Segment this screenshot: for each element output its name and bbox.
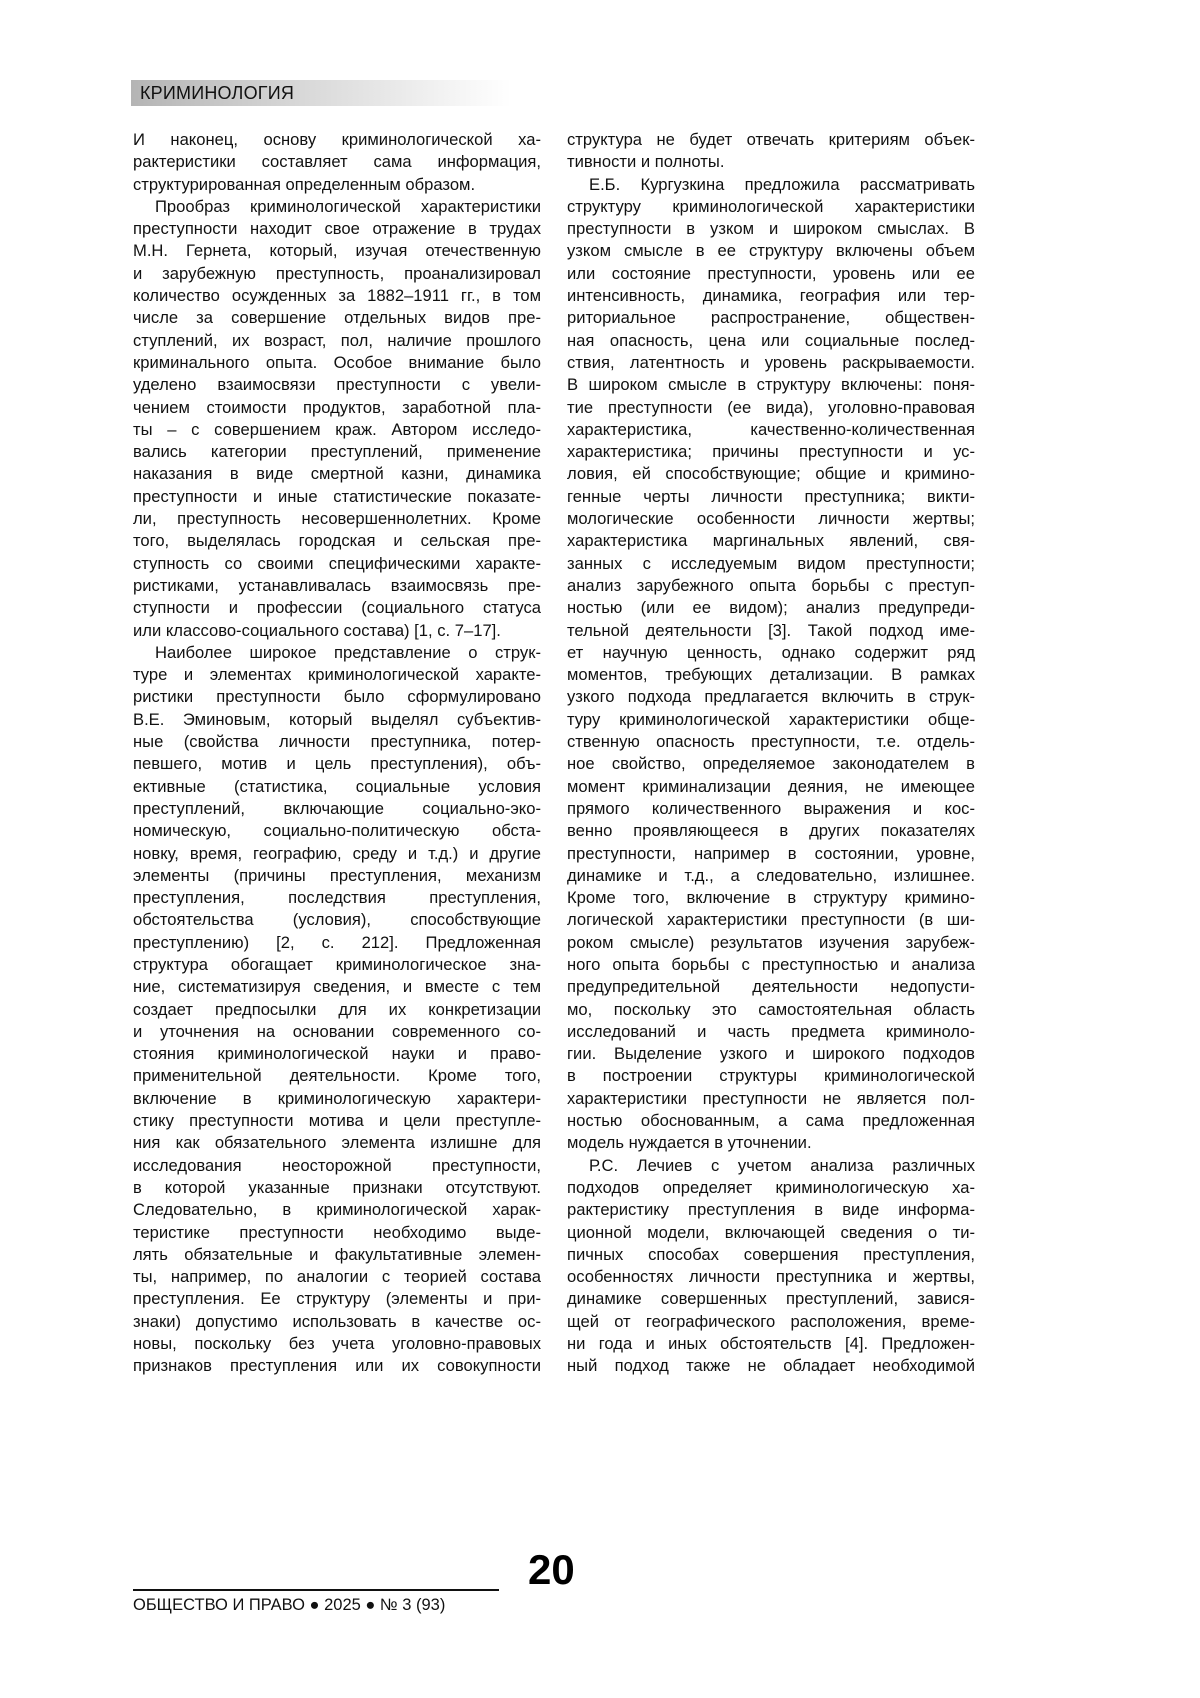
text-line: вались категории преступлений, применение (133, 441, 541, 463)
text-line: ные (свойства личности преступника, потер- (133, 731, 541, 753)
text-line: чением стоимости продуктов, заработной пла- (133, 397, 541, 419)
text-line: туре и элементах криминологической характе- (133, 664, 541, 686)
section-header-bar (131, 80, 511, 106)
text-line: теристике преступности необходимо выде- (133, 1222, 541, 1244)
text-line: преступления, последствия преступления, (133, 887, 541, 909)
text-line: номическую, социально-политическую обста- (133, 820, 541, 842)
text-line: обстоятельства (условия), способствующие (133, 909, 541, 931)
text-line: преступления. Ее структуру (элементы и при- (133, 1288, 541, 1310)
text-line: ния как обязательного элемента излишне для (133, 1132, 541, 1154)
text-line: мо, поскольку это самостоятельная область (567, 999, 975, 1021)
text-line: структура не будет отвечать критериям объек- (567, 129, 975, 151)
text-line: наказания в виде смертной казни, динамика (133, 463, 541, 485)
section-title: КРИМИНОЛОГИЯ (140, 83, 294, 104)
text-line: занных с исследуемым видом преступности; (567, 553, 975, 575)
text-line: характеристика; причины преступности и ус- (567, 441, 975, 463)
text-line: генные черты личности преступника; викти- (567, 486, 975, 508)
text-line: признаков преступления или их совокупности (133, 1355, 541, 1377)
paragraph (133, 196, 541, 642)
text-column-right (567, 129, 975, 1378)
text-line: числе за совершение отдельных видов пре- (133, 307, 541, 329)
text-line: в которой указанные признаки отсутствуют. (133, 1177, 541, 1199)
text-line: тивности и полноты. (567, 151, 975, 173)
text-line: предупредительной деятельности недопусти- (567, 976, 975, 998)
text-line: М.Н. Гернета, который, изучая отечественную (133, 240, 541, 262)
paragraph (567, 174, 975, 1155)
text-line: ние, систематизируя сведения, и вместе с тем (133, 976, 541, 998)
text-line: создает предпосылки для их конкретизации (133, 999, 541, 1021)
text-line: Наиболее широкое представление о струк- (133, 642, 541, 664)
text-line: лять обязательные и факультативные элемен- (133, 1244, 541, 1266)
text-line: ристики преступности было сформулировано (133, 686, 541, 708)
text-line: ная опасность, цена или социальные послед- (567, 330, 975, 352)
text-line: ет научную ценность, однако содержит ряд (567, 642, 975, 664)
text-line: роком смысле) результатов изучения зарубеж- (567, 932, 975, 954)
text-line: ностью обоснованным, а сама предложенная (567, 1110, 975, 1132)
text-line: щей от географического расположения, време- (567, 1311, 975, 1333)
text-line: туру криминологической характеристики обще- (567, 709, 975, 731)
paragraph (133, 642, 541, 1378)
text-line: или классово-социального состава) [1, с. 7–17]. (133, 620, 541, 642)
text-line: криминального опыта. Особое внимание было (133, 352, 541, 374)
text-line: стояния криминологической науки и право- (133, 1043, 541, 1065)
text-line: ствия, латентность и уровень раскрываемости. (567, 352, 975, 374)
text-line: структурированная определенным образом. (133, 174, 541, 196)
text-line: модель нуждается в уточнении. (567, 1132, 975, 1154)
page-number: 20 (528, 1546, 575, 1594)
text-line: певшего, мотив и цель преступления), объ- (133, 753, 541, 775)
paragraph (133, 129, 541, 196)
text-line: ступлений, их возраст, пол, наличие прошлого (133, 330, 541, 352)
text-line: узкого подхода предлагается включить в струк- (567, 686, 975, 708)
text-line: и зарубежную преступность, проанализировал (133, 263, 541, 285)
text-line: ловия, ей способствующие; общие и кримино- (567, 463, 975, 485)
text-line: новку, время, географию, среду и т.д.) и другие (133, 843, 541, 865)
text-line: В.Е. Эминовым, который выделял субъектив- (133, 709, 541, 731)
text-line: преступности и иные статистические показате- (133, 486, 541, 508)
text-line: особенностях личности преступника и жертвы, (567, 1266, 975, 1288)
text-line: количество осужденных за 1882–1911 гг., в том (133, 285, 541, 307)
text-line: знаки) допустимо использовать в качестве ос- (133, 1311, 541, 1333)
text-line: преступлению) [2, с. 212]. Предложенная (133, 932, 541, 954)
text-line: узком смысле в ее структуру включены объем (567, 240, 975, 262)
text-line: интенсивность, динамика, география или тер- (567, 285, 975, 307)
text-line: исследования неосторожной преступности, (133, 1155, 541, 1177)
text-line: структуру криминологической характеристики (567, 196, 975, 218)
text-line: Р.С. Лечиев с учетом анализа различных (567, 1155, 975, 1177)
text-line: динамике и т.д., а следовательно, излишнее. (567, 865, 975, 887)
text-line: венно проявляющееся в других показателях (567, 820, 975, 842)
text-line: ственную опасность преступности, т.е. отдель- (567, 731, 975, 753)
text-line: И наконец, основу криминологической ха- (133, 129, 541, 151)
text-line: ностью (или ее видом); анализ предупреди- (567, 597, 975, 619)
text-line: ективные (статистика, социальные условия (133, 776, 541, 798)
text-line: ное свойство, определяемое законодателем в (567, 753, 975, 775)
text-line: уделено взаимосвязи преступности с увели- (133, 374, 541, 396)
text-line: В широком смысле в структуру включены: поня- (567, 374, 975, 396)
text-line: преступности, например в состоянии, уровне, (567, 843, 975, 865)
text-line: ни года и иных обстоятельств [4]. Предложен- (567, 1333, 975, 1355)
text-line: Следовательно, в криминологической харак- (133, 1199, 541, 1221)
text-line: применительной деятельности. Кроме того, (133, 1065, 541, 1087)
text-line: характеристика, качественно-количественная (567, 419, 975, 441)
text-line: преступности в узком и широком смыслах. В (567, 218, 975, 240)
text-line: тие преступности (ее вида), уголовно-правовая (567, 397, 975, 419)
text-column-left (133, 129, 541, 1378)
text-line: характеристики преступности не является пол- (567, 1088, 975, 1110)
text-line: риториальное распространение, обществен- (567, 307, 975, 329)
text-line: того, выделялась городская и сельская пре- (133, 530, 541, 552)
text-line: подходов определяет криминологическую ха- (567, 1177, 975, 1199)
text-line: Е.Б. Кургузкина предложила рассматривать (567, 174, 975, 196)
text-line: преступности находит свое отражение в трудах (133, 218, 541, 240)
text-line: или состояние преступности, уровень или ее (567, 263, 975, 285)
text-line: характеристика маргинальных явлений, свя- (567, 530, 975, 552)
text-line: пичных способах совершения преступления, (567, 1244, 975, 1266)
text-line: ного опыта борьбы с преступностью и анализа (567, 954, 975, 976)
text-line: исследований и часть предмета криминоло- (567, 1021, 975, 1043)
text-line: новы, поскольку без учета уголовно-правовых (133, 1333, 541, 1355)
text-line: гии. Выделение узкого и широкого подходов (567, 1043, 975, 1065)
text-line: анализ зарубежного опыта борьбы с преступ- (567, 575, 975, 597)
text-line: Кроме того, включение в структуру кримино- (567, 887, 975, 909)
text-line: преступлений, включающие социально-эко- (133, 798, 541, 820)
text-line: рактеристики составляет сама информация, (133, 151, 541, 173)
text-line: включение в криминологическую характери- (133, 1088, 541, 1110)
text-line: ступность со своими специфическими характе- (133, 553, 541, 575)
footer-divider (133, 1589, 499, 1591)
text-line: ционной модели, включающей сведения о ти- (567, 1222, 975, 1244)
text-line: ты – с совершением краж. Автором исследо- (133, 419, 541, 441)
text-line: мологические особенности личности жертвы; (567, 508, 975, 530)
text-line: ристиками, устанавливалась взаимосвязь пре- (133, 575, 541, 597)
text-line: стику преступности мотива и цели преступле- (133, 1110, 541, 1132)
text-line: ты, например, по аналогии с теорией состава (133, 1266, 541, 1288)
text-line: ли, преступность несовершеннолетних. Кроме (133, 508, 541, 530)
text-line: ступности и профессии (социального статуса (133, 597, 541, 619)
paragraph (567, 129, 975, 174)
text-line: ный подход также не обладает необходимой (567, 1355, 975, 1377)
journal-footer: ОБЩЕСТВО И ПРАВО ● 2025 ● № 3 (93) (133, 1596, 445, 1615)
text-line: прямого количественного выражения и кос- (567, 798, 975, 820)
text-line: в построении структуры криминологической (567, 1065, 975, 1087)
text-line: элементы (причины преступления, механизм (133, 865, 541, 887)
text-line: тельной деятельности [3]. Такой подход име- (567, 620, 975, 642)
text-line: и уточнения на основании современного со- (133, 1021, 541, 1043)
text-line: структура обогащает криминологическое зна- (133, 954, 541, 976)
text-line: момент криминализации деяния, не имеющее (567, 776, 975, 798)
text-line: рактеристику преступления в виде информа- (567, 1199, 975, 1221)
text-line: динамике совершенных преступлений, завися- (567, 1288, 975, 1310)
text-line: моментов, требующих детализации. В рамках (567, 664, 975, 686)
paragraph (567, 1155, 975, 1378)
text-line: логической характеристики преступности (в ши- (567, 909, 975, 931)
text-line: Прообраз криминологической характеристики (133, 196, 541, 218)
